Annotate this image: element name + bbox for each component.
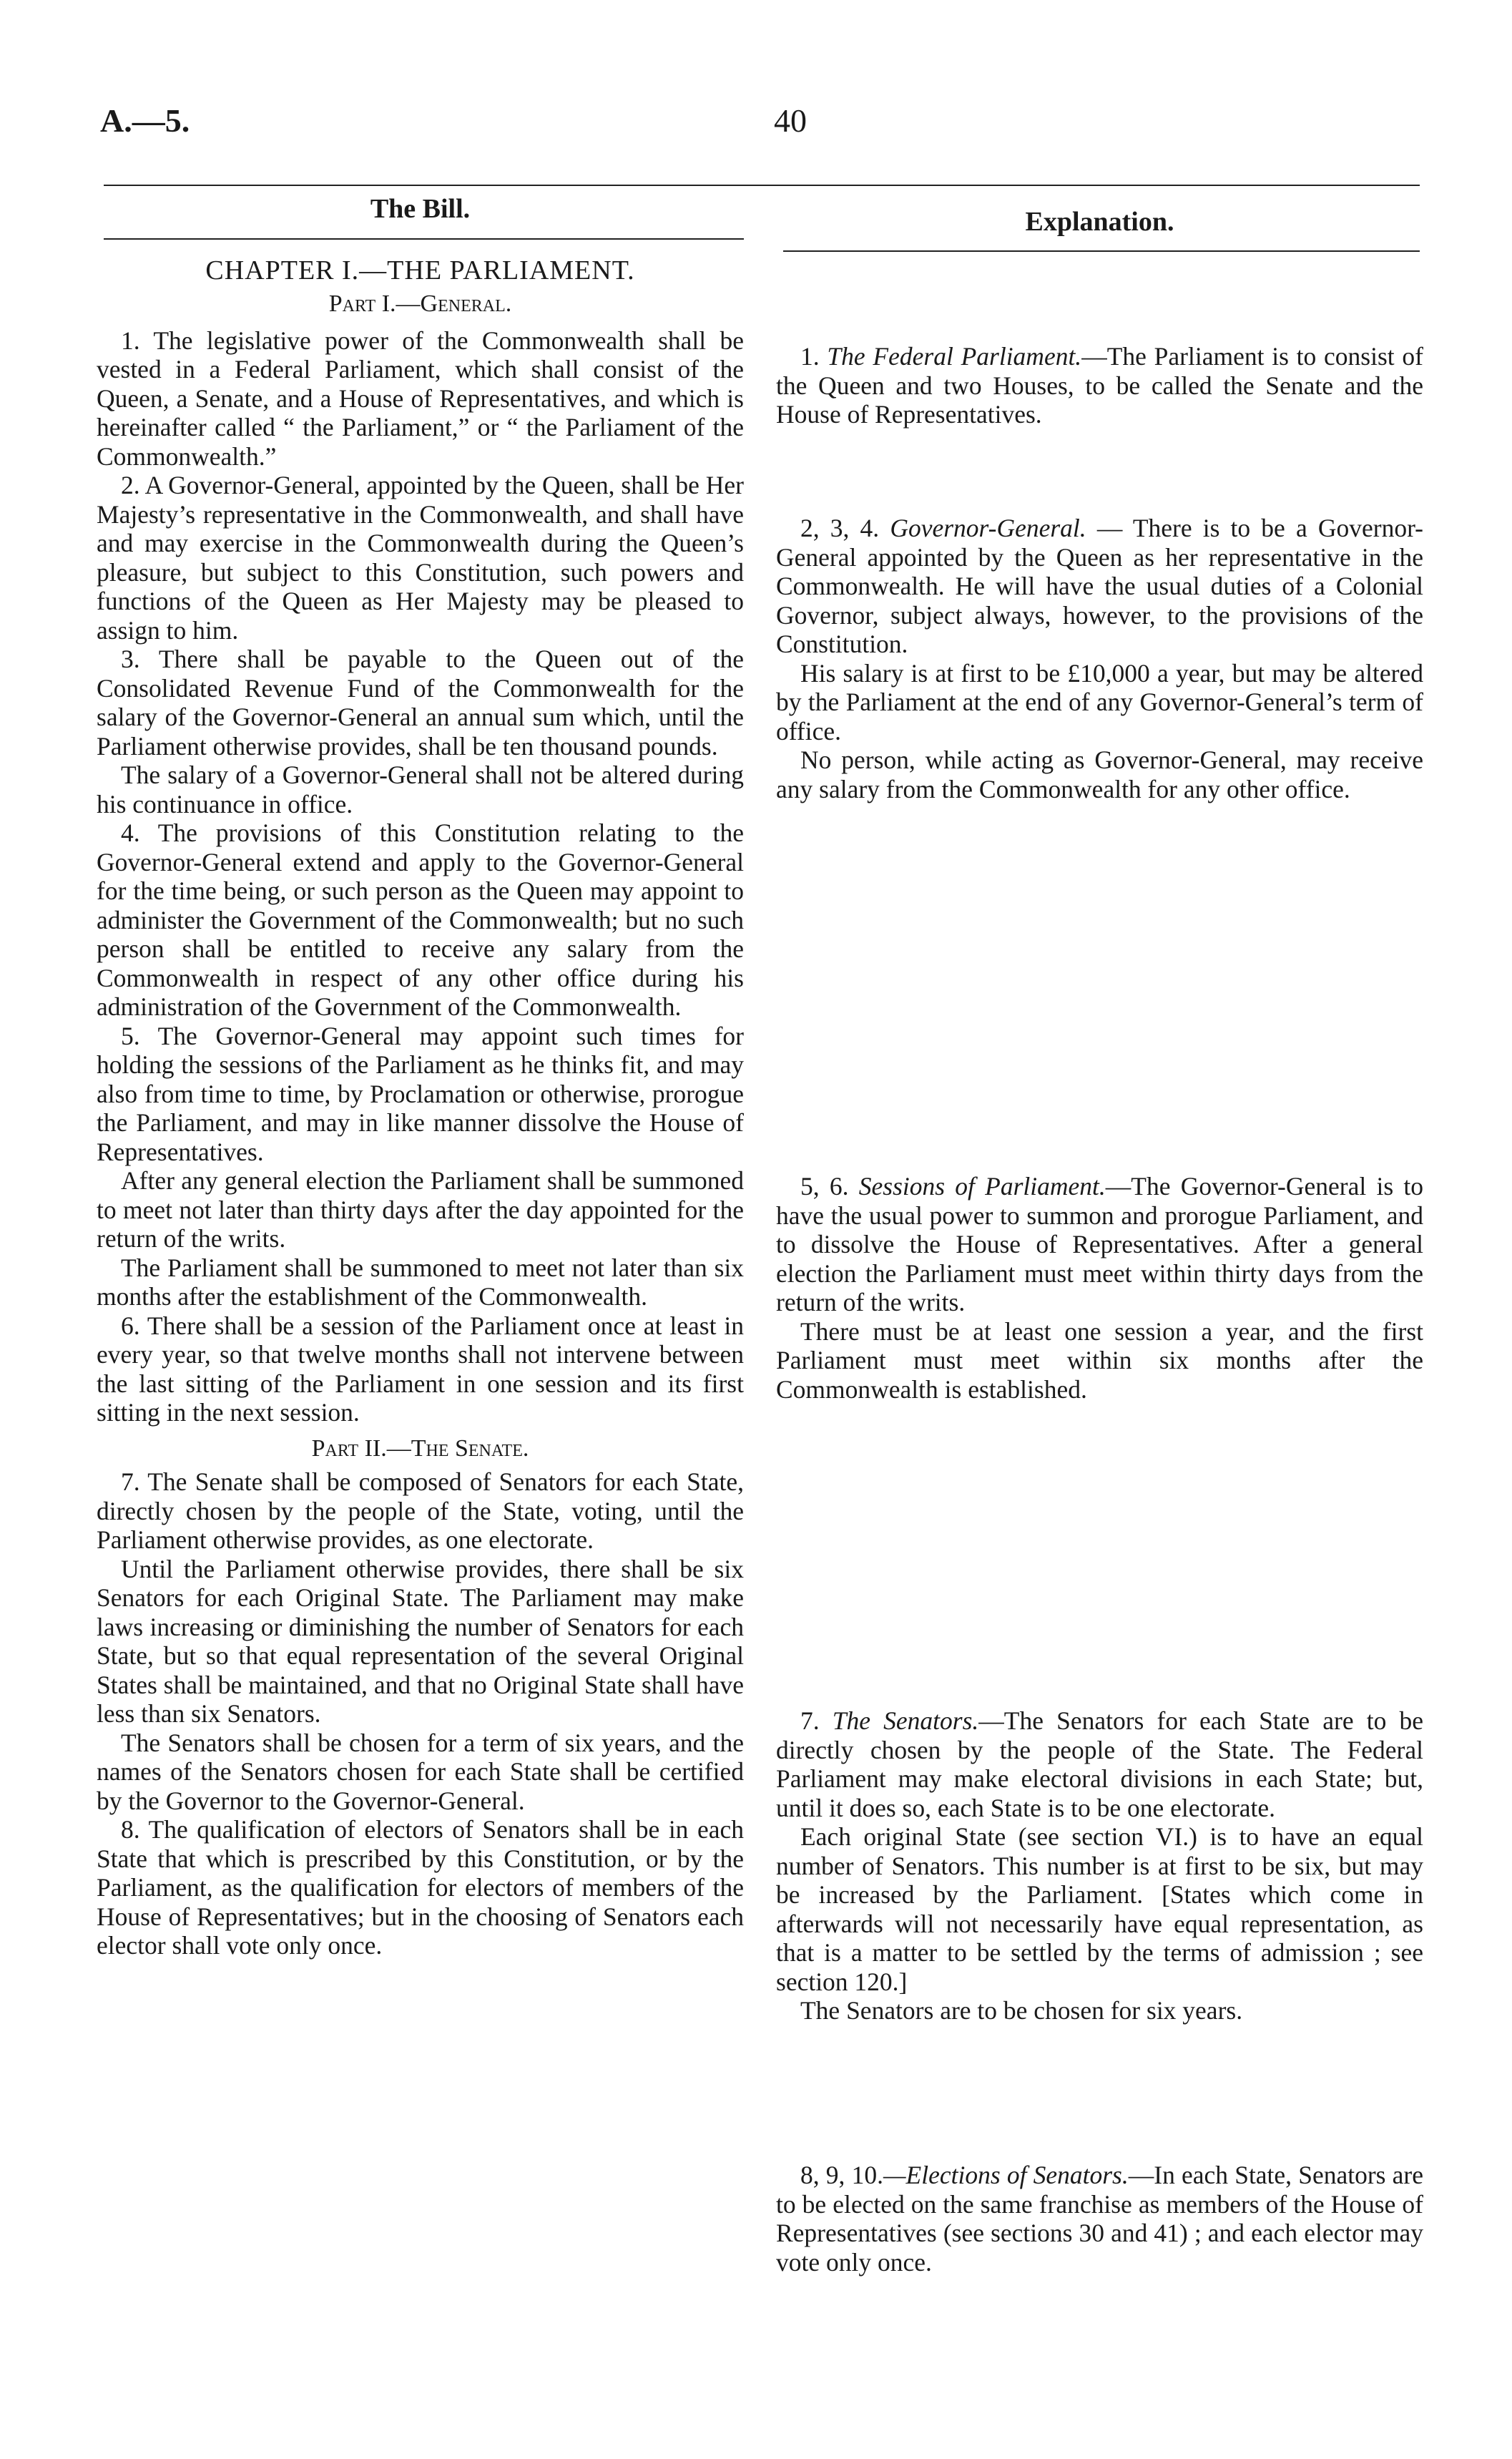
section-6: 6. There shall be a session of the Parliament once at least in every year, so that twelve months shall not intervene between the last sitting of the Parliament in one session and its first sitting in the next session. [97, 1311, 744, 1427]
section-7-term: The Senators shall be chosen for a term of six years, and the names of the Senators chosen for each State shall be certified by the Governor to the Governor-General. [97, 1728, 744, 1815]
explanation-5-text [776, 1172, 1423, 1317]
explanation-5-number: 5, 6. [800, 1172, 859, 1201]
explanation-7-body: —The Senators for each State are to be directly chosen by the people of the State. The Federal Parliament may make electoral divisions in each State; but, until it does so, each State is to be one electorate. [776, 1706, 1424, 1822]
bill-text-column [97, 290, 744, 1960]
explanation-1-number: 1. [800, 342, 828, 371]
section-4: 4. The provisions of this Constitution relating to the Governor-General extend and apply to the Governor-General for the time being, or such person as the Queen may appoint to administer the Government of the Commonwealth; but no such person shall be entitled to receive any salary from the Commonwealth in respect of any other office during his administration of the Government of the Commonwealth. [97, 818, 744, 1021]
page-number: 40 [774, 102, 807, 139]
part-title [97, 1434, 744, 1464]
explanation-7 [776, 1706, 1423, 2025]
explanation-8-text [776, 2161, 1423, 2277]
explanation-1-text [776, 342, 1423, 429]
header-rule [104, 185, 1420, 186]
explanation-1 [776, 342, 1423, 429]
section-2: 2. A Governor-General, appointed by the Queen, shall be Her Majesty’s representative in the Commonwealth, and shall have and may exercise in the Commonwealth during the Queen’s pleasure, but subject to this Constitution, such powers and functions of the Queen as Her Majesty may be pleased to assign to him. [97, 471, 744, 645]
explanation-7-number: 7. [800, 1706, 833, 1735]
chapter-title: CHAPTER I.—THE PARLIAMENT. [205, 255, 635, 285]
explanation-2-title: Governor-General. [890, 514, 1086, 542]
explanation-2-number: 2, 3, 4. [800, 514, 890, 542]
explanation-5 [776, 1172, 1423, 1404]
section-8: 8. The qualification of electors of Senators shall be in each State that which is prescribed by this Constitution, or by the Parliament, as the qualification for electors of members of the House of Representatives; but in the choosing of Senators each elector shall vote only once. [97, 1815, 744, 1960]
explanation-5-body: —The Governor-General is to have the usual power to summon and prorogue Parliament, and to dissolve the House of Representatives. After a general election the Parliament must meet within thirty days from the return of the writs. [776, 1172, 1423, 1316]
section-3-salary: The salary of a Governor-General shall not be altered during his continuance in office. [97, 761, 744, 818]
explanation-heading-rule [783, 250, 1420, 252]
explanation-2-text [776, 514, 1423, 659]
explanation-2-office: No person, while acting as Governor-General, may receive any salary from the Commonwealth for any other office. [776, 745, 1423, 803]
part1-title: Part I.—General. [328, 290, 512, 317]
explanation-7-text [776, 1706, 1423, 1822]
explanation-2-salary: His salary is at first to be £10,000 a year, but may be altered by the Parliament at the end of any Governor-General’s term of office. [776, 658, 1423, 745]
section-7-number: Until the Parliament otherwise provides, there shall be six Senators for each Original State. The Parliament may make laws increasing or diminishing the number of Senators for each State, but so that equal representation of the several Original States shall be maintained, and that no Original State shall have less than six Senators. [97, 1554, 744, 1728]
section-1: 1. The legislative power of the Commonwealth shall be vested in a Federal Parliament, which shall consist of the Queen, a Senate, and a House of Representatives, and which is hereinafter called “ the Parliament,” or “ the Parliament of the Commonwealth.” [97, 326, 744, 471]
explanation-7-equal: Each original State (see section VI.) is to have an equal number of Senators. This number is at first to be six, but may be increased by the Parliament. [States which come in afterwards will not necessarily have equal representation, as that is a matter to be settled by the terms of admission ; see section 120.] [776, 1822, 1423, 1996]
section-5-election: After any general election the Parliament shall be summoned to meet not later than thirty days after the day appointed for the return of the writs. [97, 1166, 744, 1253]
part2-title: Part II.—The Senate. [311, 1434, 529, 1462]
section-3: 3. There shall be payable to the Queen out of the Consolidated Revenue Fund of the Commonwealth for the salary of the Governor-General an annual sum which, until the Parliament otherwise provides, shall be ten thousand pounds. [97, 645, 744, 761]
section-7: 7. The Senate shall be composed of Senators for each State, directly chosen by the people of the State, voting, until the Parliament otherwise provides, as one electorate. [97, 1467, 744, 1554]
bill-column-heading: The Bill. [370, 194, 471, 224]
explanation-5-session: There must be at least one session a year, and the first Parliament must meet within six months after the Commonwealth is established. [776, 1316, 1423, 1404]
explanation-8-title: —Elections of Senators. [883, 2161, 1129, 2189]
bill-heading-rule [104, 238, 744, 240]
explanation-5-title: Sessions of Parliament. [858, 1172, 1106, 1201]
explanation-column-heading: Explanation. [1025, 207, 1174, 237]
explanation-8-number: 8, 9, 10. [800, 2161, 883, 2189]
part-title [97, 290, 744, 319]
explanation-8-body: —In each State, Senators are to be elected on the same franchise as members of the House of Representatives (see sections 30 and 41) ; and each elector may vote only once. [776, 2161, 1424, 2277]
explanation-7-term: The Senators are to be chosen for six years. [800, 1996, 1243, 2025]
section-5: 5. The Governor-General may appoint such times for holding the sessions of the Parliament as he thinks fit, and may also from time to time, by Proclamation or otherwise, prorogue the Parliament, and may in like manner dissolve the House of Representatives. [97, 1021, 744, 1166]
explanation-7-title: The Senators. [832, 1706, 979, 1735]
explanation-2-body: — There is to be a Governor-General appointed by the Queen as her representative in the Commonwealth. He will have the usual duties of a Colonial Governor, subject always, however, to the provisions of the Constitution. [776, 514, 1423, 658]
explanation-1-body: —The Parliament is to consist of the Queen and two Houses, to be called the Senate and the House of Representatives. [776, 342, 1423, 429]
explanation-8 [776, 2161, 1423, 2277]
explanation-2 [776, 514, 1423, 803]
explanation-1-title: The Federal Parliament. [827, 342, 1082, 371]
section-5-establishment: The Parliament shall be summoned to meet not later than six months after the establishment of the Commonwealth. [97, 1253, 744, 1311]
page-identifier: A.—5. [100, 102, 190, 139]
